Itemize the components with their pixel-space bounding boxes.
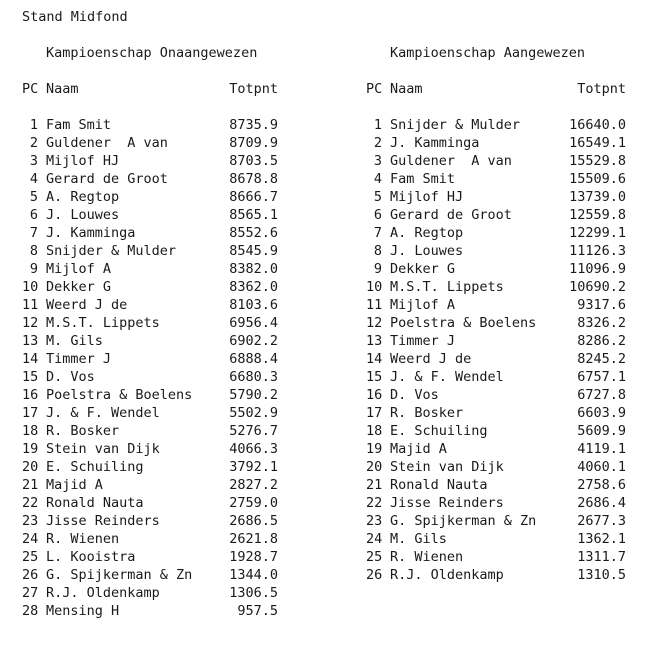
rank-cell: 23: [366, 513, 383, 529]
points-cell: 2686.4: [577, 495, 626, 511]
points-cell: 11126.3: [569, 243, 626, 259]
name-cell: J. Kamminga: [390, 135, 480, 151]
points-cell: 4119.1: [577, 441, 626, 457]
rank-cell: 22: [366, 495, 383, 511]
name-cell: R. Bosker: [46, 423, 120, 439]
table-row: [366, 170, 626, 188]
header-totpnt: Totpnt: [577, 81, 626, 97]
points-cell: 1928.7: [229, 549, 278, 565]
table-row: [366, 440, 626, 458]
table-row: [22, 566, 282, 584]
rank-cell: 20: [22, 459, 39, 475]
points-cell: 1362.1: [577, 531, 626, 547]
rank-cell: 3: [29, 153, 38, 169]
table-row: [22, 404, 282, 422]
points-cell: 16640.0: [569, 117, 626, 133]
points-cell: 8103.6: [229, 297, 278, 313]
table-row: [366, 188, 626, 206]
points-cell: 13739.0: [569, 189, 626, 205]
rank-cell: 9: [29, 261, 38, 277]
name-cell: Weerd J de: [46, 297, 128, 313]
table-row: [366, 278, 626, 296]
name-cell: Stein van Dijk: [46, 441, 160, 457]
table-row: [366, 458, 626, 476]
rank-cell: 27: [22, 585, 39, 601]
rank-cell: 2: [373, 135, 382, 151]
points-cell: 6727.8: [577, 387, 626, 403]
rank-cell: 13: [22, 333, 39, 349]
page-title: Stand Midfond: [22, 9, 128, 25]
name-cell: Dekker G: [390, 261, 456, 277]
table-row: [22, 188, 282, 206]
name-cell: Snijder & Mulder: [46, 243, 177, 259]
rank-cell: 24: [22, 531, 39, 547]
points-cell: 8545.9: [229, 243, 278, 259]
table-row: [366, 494, 626, 512]
rank-cell: 17: [366, 405, 383, 421]
table-row: [22, 368, 282, 386]
rank-cell: 12: [22, 315, 39, 331]
points-cell: 9317.6: [577, 297, 626, 313]
points-cell: 957.5: [237, 603, 278, 619]
name-cell: R.J. Oldenkamp: [46, 585, 160, 601]
ranking-aangewezen: [366, 44, 626, 584]
points-cell: 6757.1: [577, 369, 626, 385]
table-row: [22, 602, 282, 620]
name-cell: Jisse Reinders: [390, 495, 504, 511]
table-row: [22, 548, 282, 566]
table-row: [366, 152, 626, 170]
points-cell: 8245.2: [577, 351, 626, 367]
rank-cell: 10: [22, 279, 39, 295]
table-header: [366, 80, 626, 98]
rank-cell: 7: [373, 225, 382, 241]
points-cell: 2621.8: [229, 531, 278, 547]
table-row: [22, 152, 282, 170]
header-naam: Naam: [46, 81, 79, 97]
table-row: [22, 116, 282, 134]
table-row: [366, 548, 626, 566]
header-pc: PC: [22, 81, 39, 97]
table-row: [22, 458, 282, 476]
points-cell: 3792.1: [229, 459, 278, 475]
table-row: [22, 350, 282, 368]
name-cell: G. Spijkerman & Zn: [390, 513, 537, 529]
points-cell: 6888.4: [229, 351, 278, 367]
points-cell: 15509.6: [569, 171, 626, 187]
name-cell: J. Louwes: [46, 207, 120, 223]
points-cell: 12559.8: [569, 207, 626, 223]
table-row: [366, 422, 626, 440]
points-cell: 8326.2: [577, 315, 626, 331]
rank-cell: 8: [29, 243, 38, 259]
rank-cell: 17: [22, 405, 39, 421]
rank-cell: 21: [22, 477, 39, 493]
rank-cell: 7: [29, 225, 38, 241]
name-cell: Guldener A van: [46, 135, 168, 151]
rank-cell: 6: [373, 207, 382, 223]
name-cell: Ronald Nauta: [46, 495, 144, 511]
rank-cell: 4: [373, 171, 382, 187]
name-cell: M. Gils: [46, 333, 103, 349]
points-cell: 4066.3: [229, 441, 278, 457]
header-pc: PC: [366, 81, 383, 97]
name-cell: Guldener A van: [390, 153, 512, 169]
table-row: [22, 512, 282, 530]
table-row: [366, 386, 626, 404]
points-cell: 6902.2: [229, 333, 278, 349]
rank-cell: 16: [22, 387, 39, 403]
rank-cell: 25: [366, 549, 383, 565]
header-naam: Naam: [390, 81, 423, 97]
table-row: [366, 224, 626, 242]
name-cell: A. Regtop: [390, 225, 464, 241]
rank-cell: 12: [366, 315, 383, 331]
rank-cell: 14: [366, 351, 383, 367]
points-cell: 4060.1: [577, 459, 626, 475]
points-cell: 15529.8: [569, 153, 626, 169]
table-row: [366, 206, 626, 224]
points-cell: 6680.3: [229, 369, 278, 385]
rank-cell: 15: [22, 369, 39, 385]
table-row: [366, 116, 626, 134]
table-row: [22, 314, 282, 332]
points-cell: 16549.1: [569, 135, 626, 151]
rank-cell: 25: [22, 549, 39, 565]
table-row: [22, 278, 282, 296]
table-row: [22, 494, 282, 512]
points-cell: 2827.2: [229, 477, 278, 493]
name-cell: M.S.T. Lippets: [46, 315, 160, 331]
table-row: [366, 530, 626, 548]
name-cell: Mensing H: [46, 603, 120, 619]
table-row: [22, 134, 282, 152]
table-row: [22, 242, 282, 260]
table-row: [22, 422, 282, 440]
table-header: [22, 80, 282, 98]
table-row: [22, 386, 282, 404]
rank-cell: 18: [22, 423, 39, 439]
table-row: [366, 260, 626, 278]
name-cell: Poelstra & Boelens: [390, 315, 537, 331]
rank-cell: 11: [22, 297, 39, 313]
points-cell: 1310.5: [577, 567, 626, 583]
table-row: [22, 332, 282, 350]
rank-cell: 18: [366, 423, 383, 439]
header-totpnt: Totpnt: [229, 81, 278, 97]
points-cell: 8382.0: [229, 261, 278, 277]
points-cell: 5790.2: [229, 387, 278, 403]
table-row: [22, 224, 282, 242]
table-row: [22, 476, 282, 494]
points-cell: 5609.9: [577, 423, 626, 439]
ranking-onaangewezen: [22, 44, 282, 620]
rank-cell: 21: [366, 477, 383, 493]
rank-cell: 22: [22, 495, 39, 511]
points-cell: 2677.3: [577, 513, 626, 529]
section-heading: Kampioenschap Aangewezen: [390, 45, 586, 61]
points-cell: 6956.4: [229, 315, 278, 331]
table-row: [366, 512, 626, 530]
rank-cell: 1: [373, 117, 382, 133]
points-cell: 8678.8: [229, 171, 278, 187]
table-row: [22, 584, 282, 602]
table-row: [22, 170, 282, 188]
name-cell: L. Kooistra: [46, 549, 136, 565]
rank-cell: 19: [366, 441, 383, 457]
name-cell: J. & F. Wendel: [390, 369, 504, 385]
rank-cell: 2: [29, 135, 38, 151]
points-cell: 11096.9: [569, 261, 626, 277]
name-cell: R. Wienen: [390, 549, 464, 565]
table-row: [22, 260, 282, 278]
name-cell: R. Wienen: [46, 531, 120, 547]
rank-cell: 26: [366, 567, 383, 583]
name-cell: Timmer J: [46, 351, 112, 367]
name-cell: Weerd J de: [390, 351, 472, 367]
name-cell: J. & F. Wendel: [46, 405, 160, 421]
rank-cell: 5: [373, 189, 382, 205]
table-row: [366, 296, 626, 314]
rank-cell: 6: [29, 207, 38, 223]
rank-cell: 1: [29, 117, 38, 133]
name-cell: J. Kamminga: [46, 225, 136, 241]
points-cell: 5502.9: [229, 405, 278, 421]
table-row: [22, 296, 282, 314]
name-cell: Mijlof HJ: [390, 189, 464, 205]
rank-cell: 15: [366, 369, 383, 385]
name-cell: R. Bosker: [390, 405, 464, 421]
rank-cell: 5: [29, 189, 38, 205]
name-cell: G. Spijkerman & Zn: [46, 567, 193, 583]
rank-cell: 19: [22, 441, 39, 457]
rank-cell: 3: [373, 153, 382, 169]
name-cell: Stein van Dijk: [390, 459, 504, 475]
name-cell: Timmer J: [390, 333, 456, 349]
rank-cell: 4: [29, 171, 38, 187]
name-cell: D. Vos: [390, 387, 439, 403]
name-cell: J. Louwes: [390, 243, 464, 259]
table-row: [366, 314, 626, 332]
name-cell: M. Gils: [390, 531, 447, 547]
name-cell: M.S.T. Lippets: [390, 279, 504, 295]
rank-cell: 23: [22, 513, 39, 529]
points-cell: 5276.7: [229, 423, 278, 439]
rank-cell: 26: [22, 567, 39, 583]
points-cell: 8286.2: [577, 333, 626, 349]
name-cell: E. Schuiling: [390, 423, 488, 439]
rank-cell: 28: [22, 603, 39, 619]
table-row: [366, 242, 626, 260]
points-cell: 8552.6: [229, 225, 278, 241]
points-cell: 1306.5: [229, 585, 278, 601]
name-cell: Gerard de Groot: [390, 207, 512, 223]
table-row: [366, 476, 626, 494]
name-cell: Poelstra & Boelens: [46, 387, 193, 403]
rank-cell: 8: [373, 243, 382, 259]
name-cell: Dekker G: [46, 279, 112, 295]
name-cell: Snijder & Mulder: [390, 117, 521, 133]
name-cell: Ronald Nauta: [390, 477, 488, 493]
points-cell: 10690.2: [569, 279, 626, 295]
name-cell: E. Schuiling: [46, 459, 144, 475]
table-row: [366, 134, 626, 152]
name-cell: A. Regtop: [46, 189, 120, 205]
table-row: [366, 404, 626, 422]
points-cell: 8362.0: [229, 279, 278, 295]
points-cell: 12299.1: [569, 225, 626, 241]
points-cell: 1344.0: [229, 567, 278, 583]
name-cell: Mijlof A: [46, 261, 112, 277]
points-cell: 8666.7: [229, 189, 278, 205]
name-cell: Fam Smit: [390, 171, 456, 187]
points-cell: 2758.6: [577, 477, 626, 493]
table-row: [22, 206, 282, 224]
table-row: [366, 350, 626, 368]
points-cell: 8703.5: [229, 153, 278, 169]
name-cell: Majid A: [46, 477, 103, 493]
table-body: [22, 116, 282, 620]
points-cell: 2759.0: [229, 495, 278, 511]
name-cell: R.J. Oldenkamp: [390, 567, 504, 583]
name-cell: Gerard de Groot: [46, 171, 168, 187]
rank-cell: 9: [373, 261, 382, 277]
points-cell: 6603.9: [577, 405, 626, 421]
name-cell: Mijlof HJ: [46, 153, 120, 169]
rank-cell: 16: [366, 387, 383, 403]
points-cell: 8709.9: [229, 135, 278, 151]
rank-cell: 13: [366, 333, 383, 349]
table-row: [366, 332, 626, 350]
name-cell: Mijlof A: [390, 297, 456, 313]
table-body: [366, 116, 626, 584]
rank-cell: 24: [366, 531, 383, 547]
points-cell: 2686.5: [229, 513, 278, 529]
name-cell: D. Vos: [46, 369, 95, 385]
name-cell: Jisse Reinders: [46, 513, 160, 529]
points-cell: 8735.9: [229, 117, 278, 133]
rank-cell: 20: [366, 459, 383, 475]
name-cell: Majid A: [390, 441, 447, 457]
table-row: [366, 368, 626, 386]
section-heading: Kampioenschap Onaangewezen: [46, 45, 258, 61]
table-row: [22, 530, 282, 548]
points-cell: 1311.7: [577, 549, 626, 565]
points-cell: 8565.1: [229, 207, 278, 223]
name-cell: Fam Smit: [46, 117, 112, 133]
table-row: [366, 566, 626, 584]
rank-cell: 11: [366, 297, 383, 313]
rank-cell: 10: [366, 279, 383, 295]
rank-cell: 14: [22, 351, 39, 367]
table-row: [22, 440, 282, 458]
